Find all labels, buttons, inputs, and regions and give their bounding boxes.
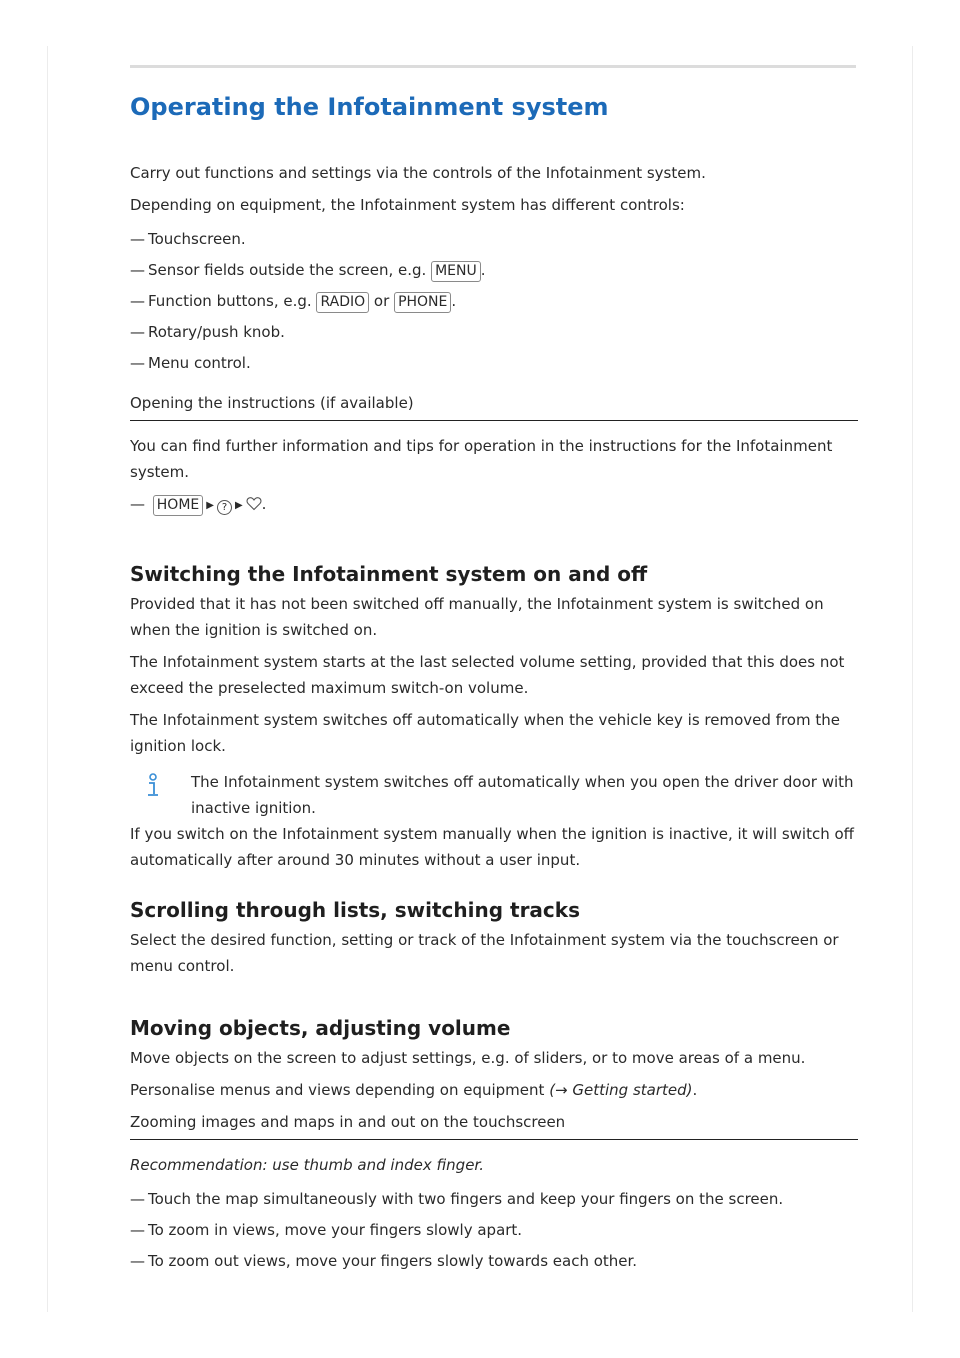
info-note-text: The Infotainment system switches off automatically when you open the driver door with inactive ignition.	[191, 773, 854, 817]
control-function-buttons: — Function buttons, e.g. RADIO or PHONE .	[130, 288, 858, 314]
zoom-step: — Touch the map simultaneously with two fingers and keep your fingers on the screen.	[130, 1186, 858, 1212]
page-title: Operating the Infotainment system	[130, 93, 609, 121]
radio-key: RADIO	[316, 292, 369, 313]
info-icon	[143, 773, 163, 799]
triangle-right-icon: ▶	[234, 500, 243, 511]
function-text: Function buttons, e.g.	[148, 292, 312, 310]
instructions-path: — HOME ▶ ? ▶ .	[130, 491, 858, 519]
instructions-text: You can find further information and tips for operation in the instructions for the Infotainment system.	[130, 437, 833, 481]
switching-paragraph-2: The Infotainment system starts at the last selected volume setting, provided that this does not exceed the preselected maximum switch-on volume.	[130, 653, 845, 697]
right-margin-rule	[912, 46, 913, 1312]
getting-started-reference[interactable]: (→ Getting started)	[549, 1081, 693, 1099]
heart-icon	[246, 496, 262, 511]
switching-heading: Switching the Infotainment system on and off	[130, 562, 648, 586]
control-menu: — Menu control.	[130, 350, 858, 376]
page-content	[130, 90, 858, 1279]
intro-paragraph-1: Carry out functions and settings via the controls of the Infotainment system.	[130, 164, 706, 182]
sensor-text: Sensor fields outside the screen, e.g.	[148, 261, 427, 279]
switching-paragraph-3: The Infotainment system switches off automatically when the vehicle key is removed from the ignition lock.	[130, 711, 840, 755]
control-sensor-fields: — Sensor fields outside the screen, e.g. MENU .	[130, 257, 858, 283]
or-text: or	[373, 292, 390, 310]
instructions-subheading: Opening the instructions (if available)	[130, 390, 858, 421]
top-divider	[130, 65, 856, 68]
zoom-step: — To zoom out views, move your fingers slowly towards each other.	[130, 1248, 858, 1274]
intro-paragraph-2: Depending on equipment, the Infotainment system has different controls:	[130, 196, 685, 214]
left-margin-rule	[47, 46, 48, 1312]
moving-paragraph-1: Move objects on the screen to adjust settings, e.g. of sliders, or to move areas of a menu.	[130, 1049, 806, 1067]
scrolling-heading: Scrolling through lists, switching tracks	[130, 898, 580, 922]
question-icon: ?	[217, 500, 232, 515]
moving-paragraph-2	[130, 1077, 858, 1103]
phone-key: PHONE	[394, 292, 451, 313]
zoom-step: — To zoom in views, move your fingers slowly apart.	[130, 1217, 858, 1243]
triangle-right-icon: ▶	[206, 500, 214, 511]
switching-paragraph-4: If you switch on the Infotainment system manually when the ignition is inactive, it will switch off automatically after around 30 minutes without a user input.	[130, 825, 855, 869]
personalise-text: Personalise menus and views depending on equipment	[130, 1081, 545, 1099]
recommendation-text: Recommendation: use thumb and index finger.	[130, 1156, 484, 1174]
control-rotary-knob: — Rotary/push knob.	[130, 319, 858, 345]
home-key: HOME	[153, 495, 203, 516]
period: .	[692, 1081, 698, 1099]
info-note	[130, 769, 858, 821]
switching-paragraph-1: Provided that it has not been switched off manually, the Infotainment system is switched on when the ignition is switched on.	[130, 595, 824, 639]
moving-heading: Moving objects, adjusting volume	[130, 1016, 511, 1040]
menu-key: MENU	[431, 261, 481, 282]
control-touchscreen: — Touchscreen.	[130, 226, 858, 252]
scrolling-paragraph: Select the desired function, setting or track of the Infotainment system via the touchscreen or menu control.	[130, 931, 839, 975]
zooming-subheading: Zooming images and maps in and out on the touchscreen	[130, 1109, 858, 1140]
